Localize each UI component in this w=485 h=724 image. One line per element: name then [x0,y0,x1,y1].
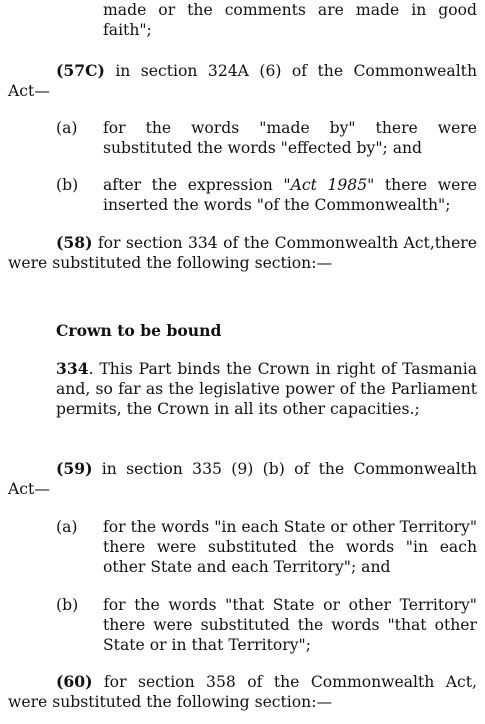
paragraph-number-60: (60) [56,672,93,691]
item-57c-b-before: after the expression " [103,176,291,194]
section-334-paragraph [56,359,477,419]
item-label-59-a: (a) [56,518,78,536]
item-label-57c-a: (a) [56,119,78,137]
item-text-57c-a: for the words "made by" there were substituted the words "effected by"; and [103,119,477,157]
item-57c-b-after: " there were inserted the words "of the Commonwealth"; [103,176,477,214]
item-text-59-b: for the words "that State or other Territory" there were substituted the words "that other State or in that Territory"; [103,596,477,654]
paragraph-60-text: for section 358 of the Commonwealth Act, [103,673,477,691]
paragraph-59-line1 [56,459,477,479]
paragraph-60-line2: were substituted the following section:— [8,693,333,711]
section-334-text: . This Part binds the Crown in right of Tasmania and, so far as the legislative power of the Parliament permits, the Crown in all its other capacities.; [56,360,477,418]
paragraph-60-line1 [56,672,477,692]
paragraph-57c-line1 [56,61,477,81]
item-57c-b-italic: Act 1985 [290,176,368,194]
section-number-334: 334 [56,359,89,378]
item-label-59-b: (b) [56,596,79,614]
paragraph-58-line2: were substituted the following section:— [8,254,333,272]
continuation-paragraph: made or the comments are made in good faith"; [103,1,477,39]
paragraph-57c-line2: Act— [8,82,50,100]
paragraph-number-58: (58) [56,233,93,252]
item-text-57c-b [103,175,477,215]
paragraph-58-line1 [56,233,477,253]
paragraph-59-line2: Act— [8,480,50,498]
paragraph-59-text: in section 335 (9) (b) of the Commonwealth [92,460,477,478]
item-label-57c-b: (b) [56,176,79,194]
paragraph-58-text: for section 334 of the Commonwealth Act,there [92,234,477,252]
item-text-59-a: for the words "in each State or other Territory" there were substituted the words "in each other State and each Territory"; and [103,518,477,576]
paragraph-57c-text: in section 324A (6) of the Commonwealth [104,62,477,80]
paragraph-number-59: (59) [56,459,93,478]
section-heading: Crown to be bound [56,321,222,340]
paragraph-number-57c: (57C) [56,61,105,80]
